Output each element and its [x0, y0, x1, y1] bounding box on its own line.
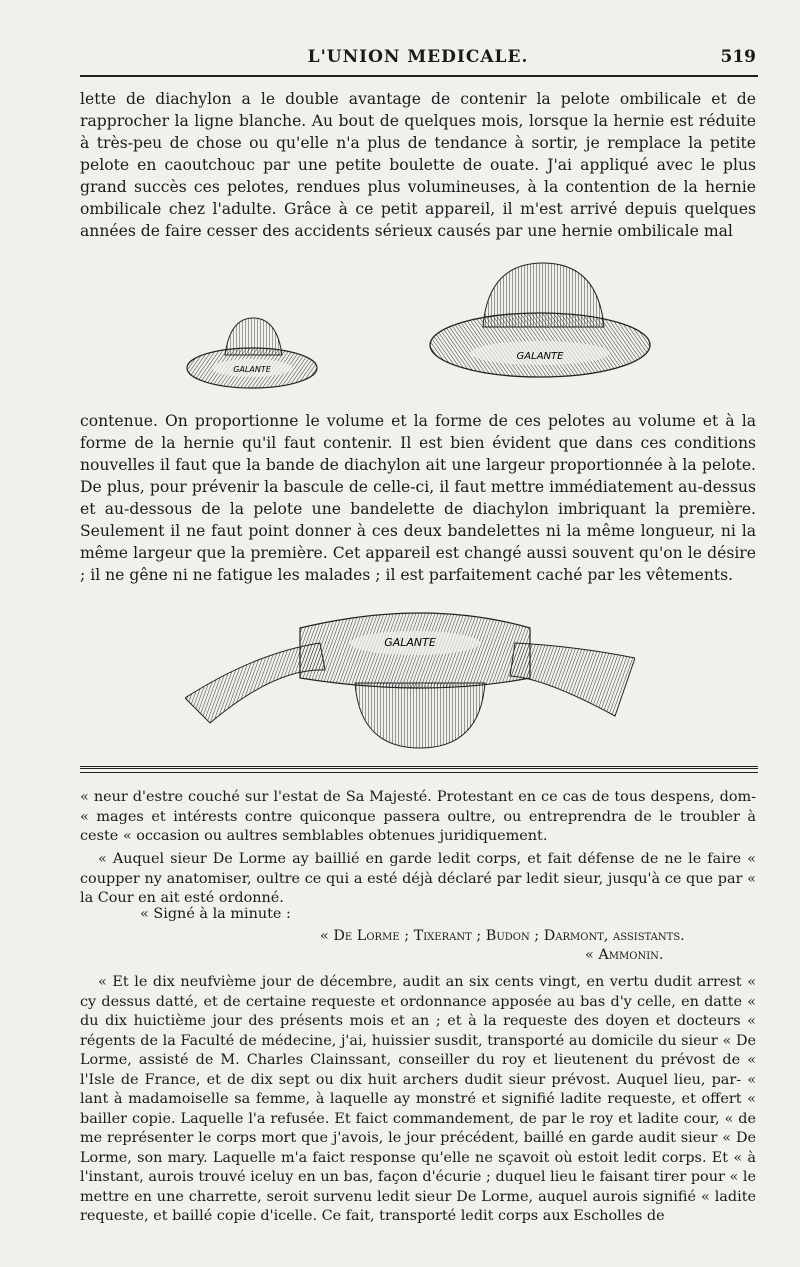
section-rule: [80, 766, 758, 769]
small-pelote-figure: [185, 310, 320, 395]
header-rule: [80, 75, 758, 77]
page-number: 519: [720, 47, 756, 67]
signatories: « De Lorme ; Tixerant ; Budon ; Darmont, assistants.: [320, 928, 685, 944]
signatory-ammonin: « Ammonin.: [585, 947, 664, 963]
small-pelote-label: GALANTE: [233, 365, 271, 374]
document-paragraph-3: « Et le dix neufvième jour de décembre, audit an six cents vingt, en vertu dudit arrest « cy dessus datté, et de certaine requeste et ordonnance apposée au bas d'y celle, en datte « du dix huictième jour des présents mois et an ; et à la requeste des doyen et docteurs « régents de la Faculté de médecine, j'ai, huissier susdit, transporté au domicile du sieur « De Lorme, assisté de M. Charles Clainssant, conseiller du roy et lieutenent du prévost de « l'Isle de France, et de dix sept ou dix huit archers dudit sieur prévost. Auquel lieu, par- « lant à madamoiselle sa femme, à laquelle ay monstré et signifié ladite requeste, et offert « bailler copie. Laquelle l'a refusée. Et faict commandement, de par le roy et ladite cour, « de me représenter le corps mort que j'avois, le jour précédent, baillé en garde audit sieur « De Lorme, son mary. Laquelle m'a faict response qu'elle ne sçavoit où estoit ledit corps. Et « à l'instant, aurois trouvé iceluy en un bas, façon d'écurie ; duquel lieu le faisant tirer pour « le mettre en une charrette, seroit survenu ledit sieur De Lorme, auquel aurois signifié « ladite requeste, et baillé copie d'icelle. Ce fait, transporté ledit corps aux Escholles de: [80, 974, 756, 1224]
document-paragraph-1: « neur d'estre couché sur l'estat de Sa Majesté. Protestant en ce cas de tous despens, dom- « mages et intérests contre quiconque passera oultre, ou entreprendra de le troubler à ceste « occasion ou aultres semblables obtenues juridiquement.: [80, 789, 756, 844]
page-header: [80, 47, 756, 73]
large-pelote-label: GALANTE: [516, 351, 564, 362]
signed-line: « Signé à la minute :: [140, 906, 291, 922]
band-label: GALANTE: [384, 636, 436, 649]
article-block-bottom: [80, 410, 756, 586]
article-paragraph: contenue. On proportionne le volume et la forme de ces pelotes au volume et à la forme de la hernie qu'il faut contenir. Il est bien évident que dans ces conditions nouvelles il faut que la bande de diachylon ait une largeur proportionnée à la pelote. De plus, pour prévenir la bascule de celle-ci, il faut mettre immédiatement au-dessus et au-dessous de la pelote une bandelette de diachylon imbriquant la première. Seulement il ne faut point donner à ces deux bandelettes ni la même longueur, ni la même largeur que la première. Cet appareil est changé aussi souvent qu'on le désire ; il ne gêne ni ne fatigue les malades ; il est parfaitement caché par les vêtements.: [80, 412, 756, 584]
article-block-top: [80, 88, 756, 242]
document-paragraph-2: « Auquel sieur De Lorme ay baillié en garde ledit corps, et fait défense de ne le faire « coupper ny anatomiser, oultre ce qui a esté déjà déclaré par ledit sieur, jusqu'à ce que par « la Cour en ait esté ordonné.: [80, 851, 756, 906]
journal-title: L'UNION MEDICALE.: [307, 47, 529, 67]
large-pelote-figure: [428, 255, 653, 395]
bandage-figure: [185, 598, 635, 753]
section-rule-thin: [80, 772, 758, 773]
article-paragraph: lette de diachylon a le double avantage de contenir la pelote ombilicale et de rapprocher la ligne blanche. Au bout de quelques mois, lorsque la hernie est réduite à très-peu de chose ou qu'elle n'a plus de tendance à sortir, je remplace la petite pelote en caoutchouc par une petite boulette de ouate. J'ai appliqué avec le plus grand succès ces pelotes, rendues plus volumineuses, à la contention de la hernie ombilicale chez l'adulte. Grâce à ce petit appareil, il m'est arrivé depuis quelques années de faire cesser des accidents sérieux causés par une hernie ombilicale mal: [80, 90, 756, 240]
